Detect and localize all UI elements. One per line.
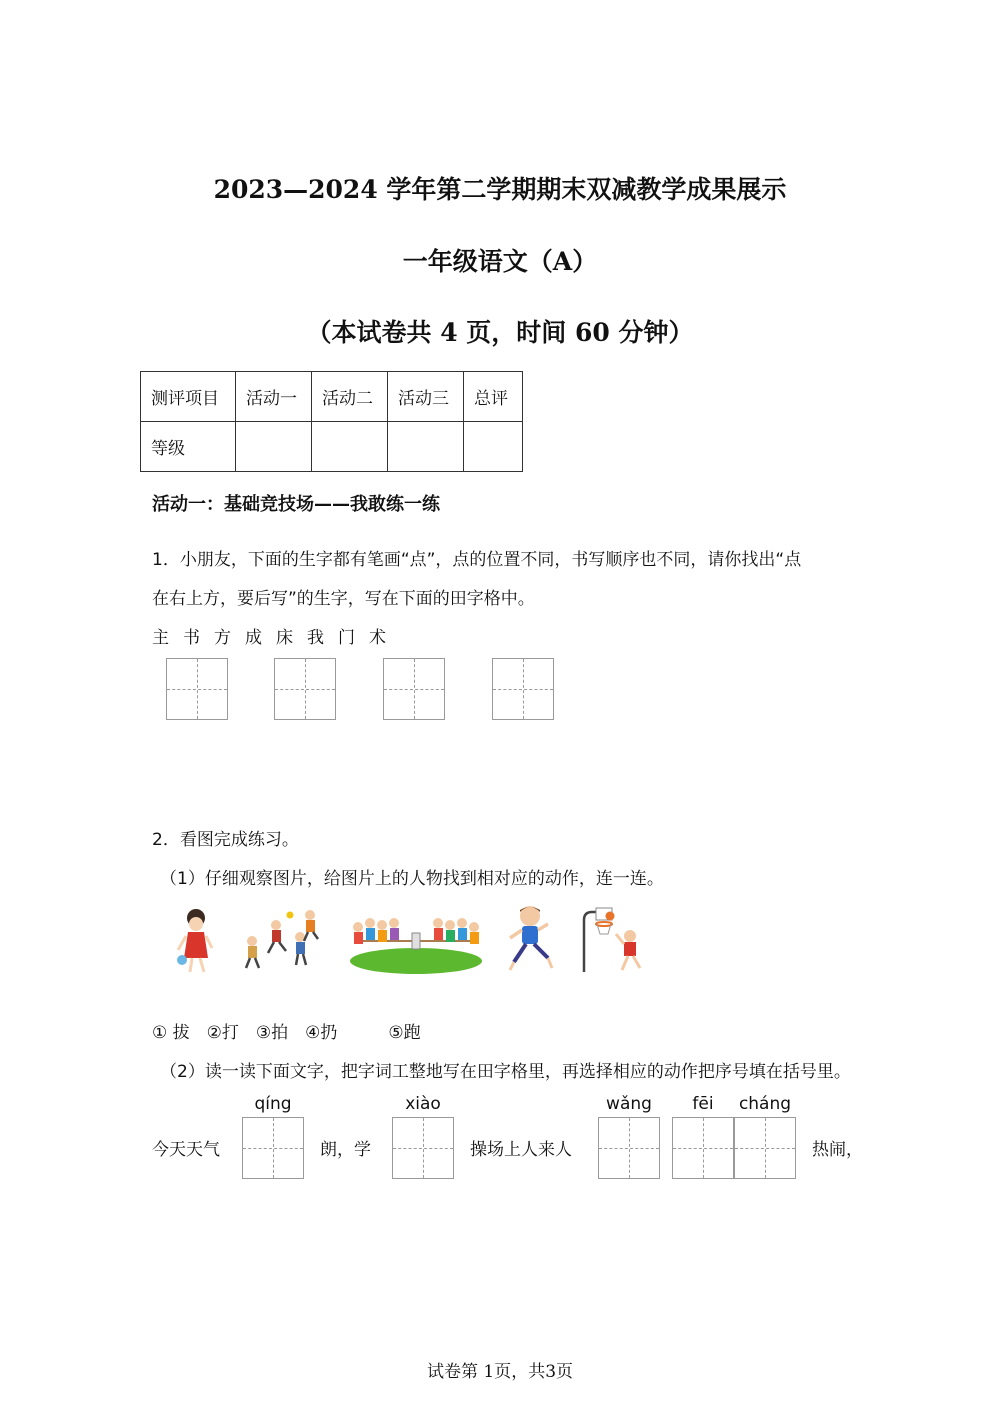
table-header-cell: 活动三 — [388, 372, 464, 422]
question-2-part-1: （1）仔细观察图片，给图片上的人物找到相对应的动作，连一连。 — [160, 869, 664, 889]
character: 我 — [307, 628, 324, 648]
section-heading: 活动一：基础竞技场——我敢练一练 — [152, 494, 440, 515]
boy-running-picture — [502, 904, 560, 976]
writing-grid[interactable] — [274, 658, 336, 720]
pinyin-label: wǎng — [606, 1094, 652, 1114]
writing-grid[interactable] — [734, 1117, 796, 1179]
writing-grid[interactable] — [492, 658, 554, 720]
sentence-part-4: 热闹， — [812, 1140, 863, 1160]
writing-grid[interactable] — [242, 1117, 304, 1179]
page-footer: 试卷第 1页，共3页 — [426, 1362, 574, 1382]
table-header-cell: 测评项目 — [141, 372, 236, 422]
character: 书 — [183, 628, 200, 648]
grade-cell-2[interactable] — [312, 422, 388, 472]
tug-of-war-picture — [348, 905, 484, 975]
character-list — [152, 623, 400, 648]
table-header-cell: 活动二 — [312, 372, 388, 422]
girl-bouncing-ball-picture — [172, 908, 222, 978]
character: 成 — [245, 628, 262, 648]
action-options: ① 拔 ②打 ③拍 ④扔 ⑤跑 — [152, 1023, 421, 1043]
pinyin-label: qíng — [254, 1094, 292, 1114]
writing-grid[interactable] — [383, 658, 445, 720]
pinyin-label: fēi — [692, 1094, 714, 1114]
grade-cell-3[interactable] — [388, 422, 464, 472]
writing-grid[interactable] — [598, 1117, 660, 1179]
grade-cell-1[interactable] — [236, 422, 312, 472]
sentence-part-1: 今天天气 — [152, 1140, 220, 1160]
table-row — [141, 422, 523, 472]
question-2-part-2: （2）读一读下面文字，把字词工整地写在田字格里，再选择相应的动作把序号填在括号里。 — [160, 1062, 851, 1082]
pinyin-label: cháng — [738, 1094, 792, 1114]
character: 方 — [214, 628, 231, 648]
pinyin-label: xiào — [405, 1094, 441, 1114]
basketball-picture — [578, 906, 650, 976]
children-throwing-picture — [240, 905, 324, 971]
character: 床 — [276, 628, 293, 648]
sentence-part-2: 朗，学 — [320, 1140, 371, 1160]
character: 门 — [338, 628, 355, 648]
grade-cell-total[interactable] — [464, 422, 523, 472]
table-header-cell: 总评 — [464, 372, 523, 422]
character: 主 — [152, 628, 169, 648]
exam-subtitle: 一年级语文（A） — [402, 247, 598, 276]
table-header-cell: 活动一 — [236, 372, 312, 422]
table-row — [141, 372, 523, 422]
question-1-line-2: 在右上方，要后写”的生字，写在下面的田字格中。 — [152, 589, 535, 609]
exam-title: 2023—2024 学年第二学期期末双减教学成果展示 — [213, 175, 787, 204]
writing-grid[interactable] — [166, 658, 228, 720]
table-row-label: 等级 — [141, 422, 236, 472]
question-1-line-1: 1．小朋友，下面的生字都有笔画“点”，点的位置不同，书写顺序也不同，请你找出“点 — [152, 550, 802, 570]
character: 术 — [369, 628, 386, 648]
sentence-part-3: 操场上人来人 — [470, 1140, 572, 1160]
writing-grid[interactable] — [392, 1117, 454, 1179]
writing-grid[interactable] — [672, 1117, 734, 1179]
exam-note: （本试卷共 4 页，时间 60 分钟） — [306, 318, 694, 347]
evaluation-table — [140, 371, 523, 472]
question-2-title: 2．看图完成练习。 — [152, 830, 299, 850]
